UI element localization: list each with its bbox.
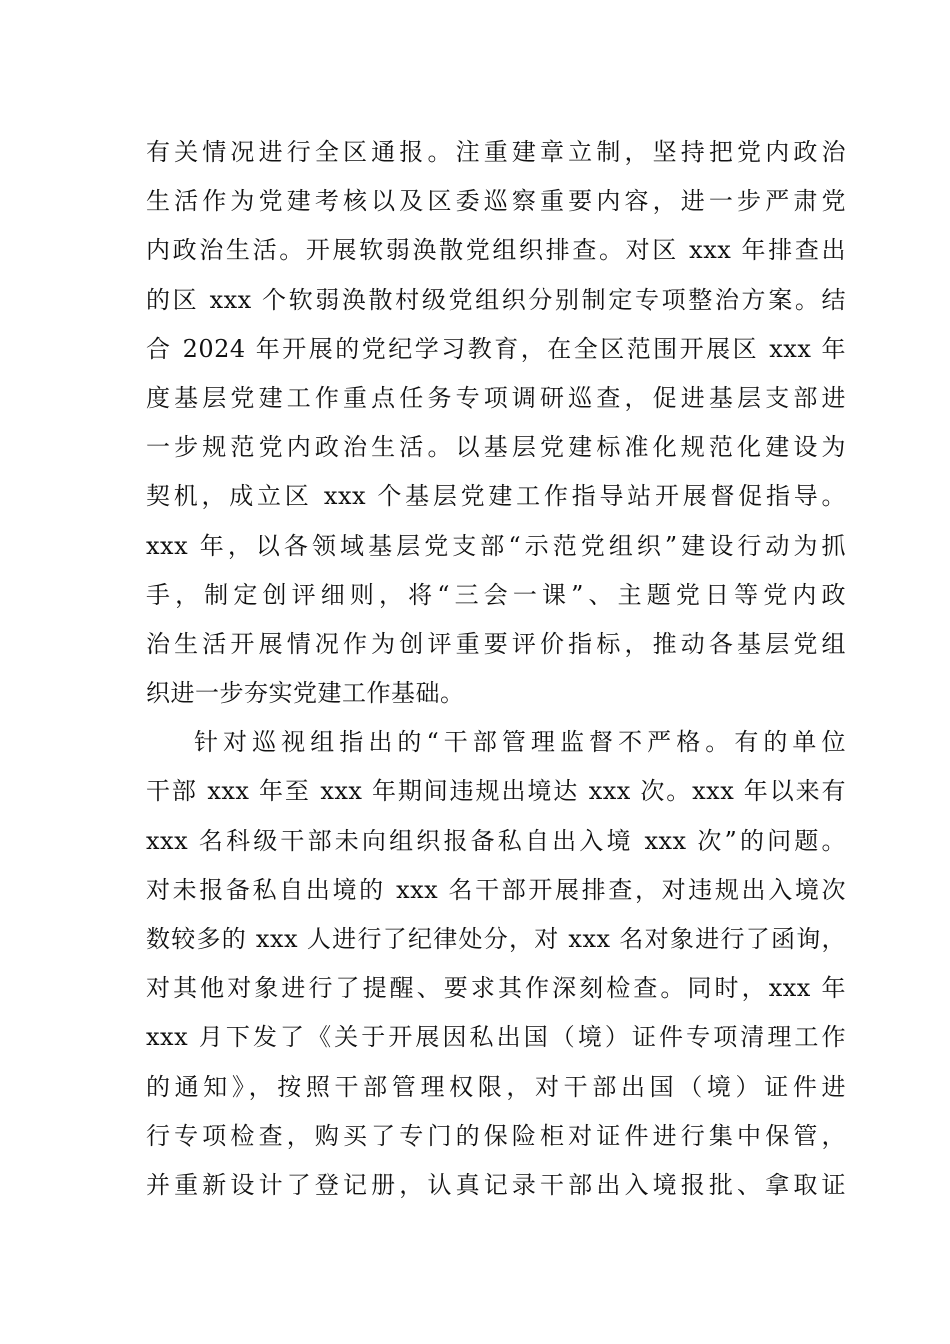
text-line: 契机，成立区 xxx 个基层党建工作指导站开展督促指导。: [146, 482, 846, 511]
text-line: xxx 月下发了《关于开展因私出国（境）证件专项清理工作: [146, 1023, 846, 1052]
text-line: 度基层党建工作重点任务专项调研巡查，促进基层支部进: [146, 383, 846, 412]
text-line: 对其他对象进行了提醒、要求其作深刻检查。同时，xxx 年: [146, 974, 846, 1003]
text-line: 并重新设计了登记册，认真记录干部出入境报批、拿取证: [146, 1170, 846, 1199]
text-line: 有关情况进行全区通报。注重建章立制，坚持把党内政治: [146, 138, 846, 166]
text-line: 行专项检查，购买了专门的保险柜对证件进行集中保管，: [146, 1121, 846, 1150]
text-line: 织进一步夯实党建工作基础。: [146, 679, 465, 708]
text-line: 的通知》，按照干部管理权限，对干部出国（境）证件进: [146, 1072, 846, 1101]
text-line: 手，制定创评细则，将“三会一课”、主题党日等党内政: [146, 580, 846, 609]
paragraph: [146, 128, 846, 718]
text-line: 治生活开展情况作为创评重要评价指标，推动各基层党组: [146, 629, 846, 658]
text-line: 合 2024 年开展的党纪学习教育，在全区范围开展区 xxx 年: [146, 334, 846, 363]
paragraph: [146, 718, 846, 1210]
text-line: 干部 xxx 年至 xxx 年期间违规出境达 xxx 次。xxx 年以来有: [146, 777, 846, 806]
text-line: 针对巡视组指出的“干部管理监督不严格。有的单位: [194, 728, 846, 757]
text-line: 生活作为党建考核以及区委巡察重要内容，进一步严肃党: [146, 187, 846, 216]
text-line: 一步规范党内政治生活。以基层党建标准化规范化建设为: [146, 433, 846, 462]
text-line: 对未报备私自出境的 xxx 名干部开展排查，对违规出入境次: [146, 875, 846, 904]
body-text: [146, 128, 846, 1210]
text-line: xxx 年，以各领域基层党支部“示范党组织”建设行动为抓: [146, 531, 846, 560]
text-line: 内政治生活。开展软弱涣散党组织排查。对区 xxx 年排查出: [146, 236, 846, 265]
text-line: xxx 名科级干部未向组织报备私自出入境 xxx 次”的问题。: [146, 826, 846, 855]
text-line: 数较多的 xxx 人进行了纪律处分，对 xxx 名对象进行了函询，: [146, 925, 846, 953]
text-line: 的区 xxx 个软弱涣散村级党组织分别制定专项整治方案。结: [146, 285, 846, 314]
